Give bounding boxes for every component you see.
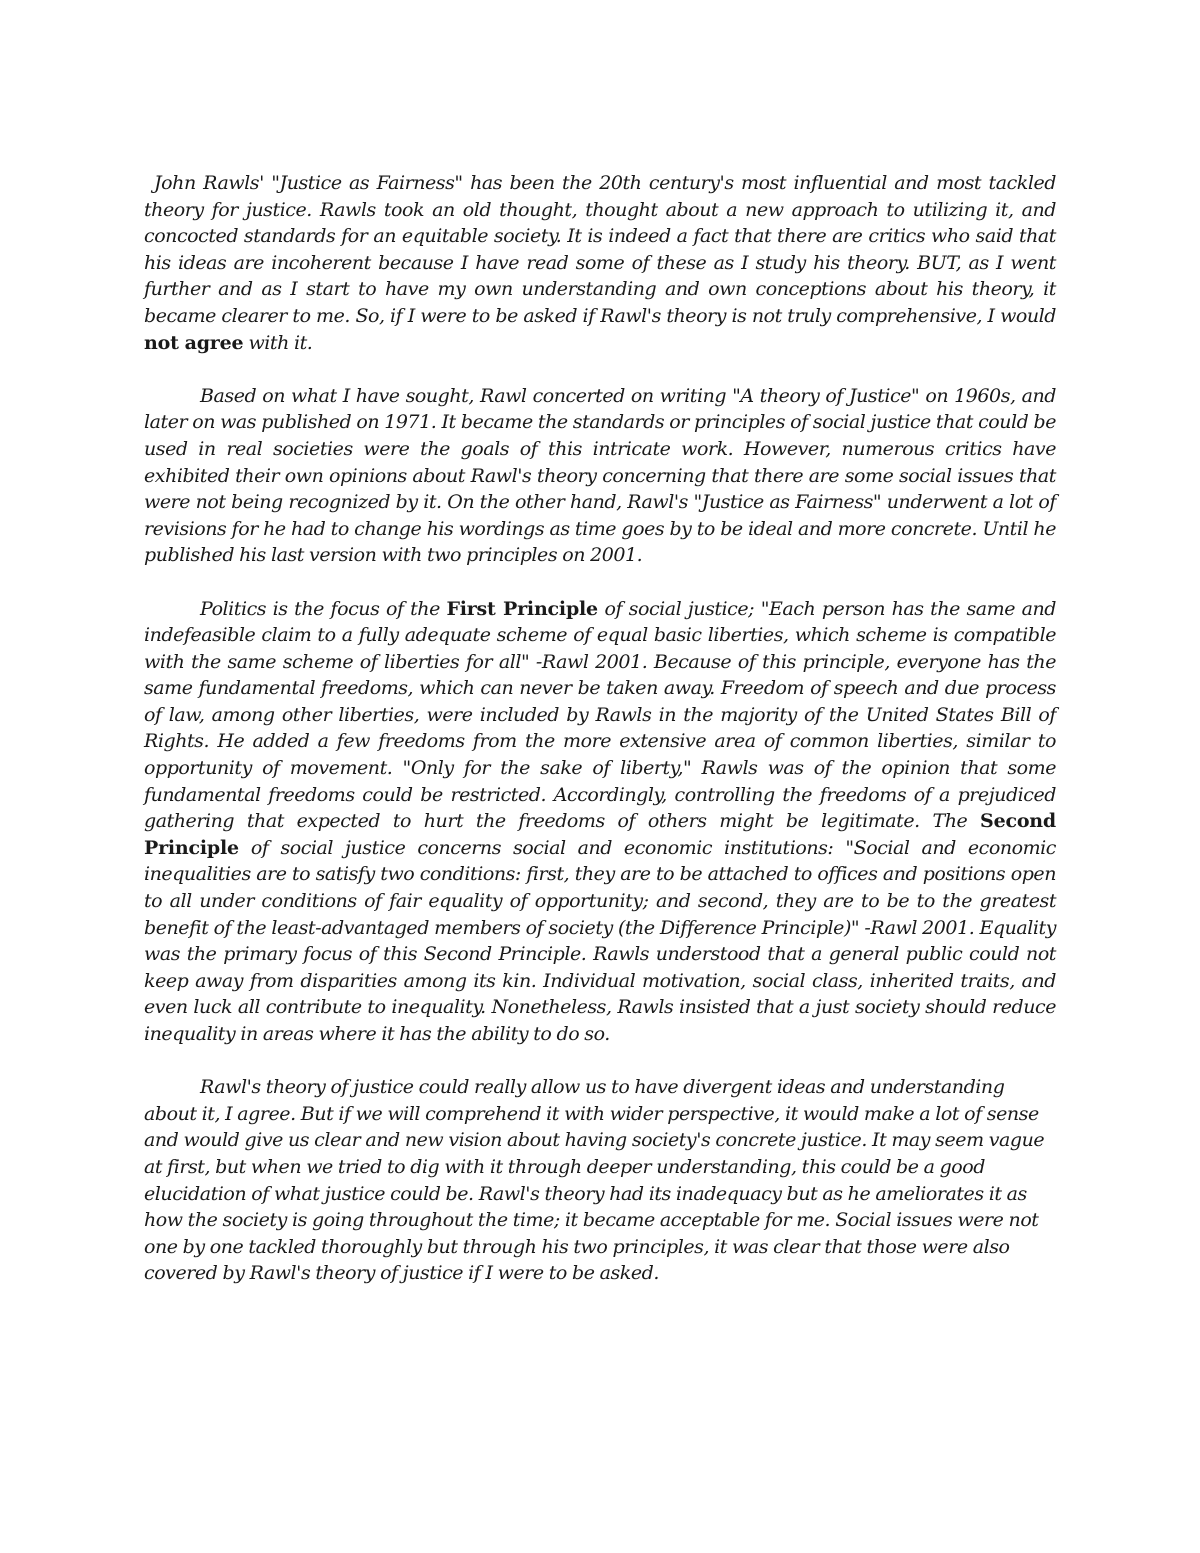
essay-body [144,170,1056,1314]
paragraph-text: of social justice concerns social and economic institutions: "Social and economic inequalities are to satisfy two conditions: first, they are to be attached to offices and positions open to all under conditions of fair equality of opportunity; and second, they are to be to the greatest benefit of the least-advantaged members of society (the Difference Principle)" -Rawl 2001. Equality was the primary focus of this Second Principle. Rawls understood that a general public could not keep away from disparities among its kin. Individual motivation, social class, inherited traits, and even luck all contribute to inequality. Nonetheless, Rawls insisted that a just society should reduce inequality in areas where it has the ability to do so. [144,836,1056,1045]
emphasis-second-principle: Second Principle [144,810,1056,859]
paragraph-text: Based on what I have sought, Rawl concerted on writing "A theory of Justice" on 1960s, and later on was published on 1971. It became the standards or principles of social justice that could be used in real societies were the goals of this intricate work. However, numerous critics have exhibited their own opinions about Rawl's theory concerning that there are some social issues that were not being recognized by it. On the other hand, Rawl's "Justice as Fairness" underwent a lot of revisions for he had to change his wordings as time goes by to be ideal and more concrete. Until he published his last version with two principles on 2001. [144,384,1056,567]
paragraph-text: with it. [243,331,313,354]
paragraph-background [144,383,1056,569]
paragraph-conclusion [144,1074,1056,1287]
paragraph-text: John Rawls' "Justice as Fairness" has been the 20th century's most influential and most tackled theory for justice. Rawls took an old thought, thought about a new approach to utilizing it, and concocted standards for an equitable society. It is indeed a fact that there are critics who said that his ideas are incoherent because I have read some of these as I study his theory. BUT, as I went further and as I start to have my own understanding and own conceptions about his theory, it became clearer to me. So, if I were to be asked if Rawl's theory is not truly comprehensive, I would [144,172,1056,327]
paragraph-text: of social justice; "Each person has the same and indefeasible claim to a fully adequate scheme of equal basic liberties, which scheme is compatible with the same scheme of liberties for all" -Rawl 2001. Because of this principle, everyone has the same fundamental freedoms, which can never be taken away. Freedom of speech and due process of law, among other liberties, were included by Rawls in the majority of the United States Bill of Rights. He added a few freedoms from the more extensive area of common liberties, similar to opportunity of movement. "Only for the sake of liberty," Rawls was of the opinion that some fundamental freedoms could be restricted. Accordingly, controlling the freedoms of a prejudiced gathering that expected to hurt the freedoms of others might be legitimate. The [144,597,1056,833]
paragraph-text: Politics is the focus of the [200,597,447,620]
paragraph-principles [144,596,1056,1048]
emphasis-first-principle: First Principle [446,597,598,620]
paragraph-intro [144,170,1056,356]
emphasis-not-agree: not agree [144,331,244,354]
paragraph-text: Rawl's theory of justice could really allow us to have divergent ideas and understanding about it, I agree. But if we will comprehend it with wider perspective, it would make a lot of sense and would give us clear and new vision about having society's concrete justice. It may seem vague at first, but when we tried to dig with it through deeper understanding, this could be a good elucidation of what justice could be. Rawl's theory had its inadequacy but as he ameliorates it as how the society is going throughout the time; it became acceptable for me. Social issues were not one by one tackled thoroughly but through his two principles, it was clear that those were also covered by Rawl's theory of justice if I were to be asked. [144,1076,1045,1285]
